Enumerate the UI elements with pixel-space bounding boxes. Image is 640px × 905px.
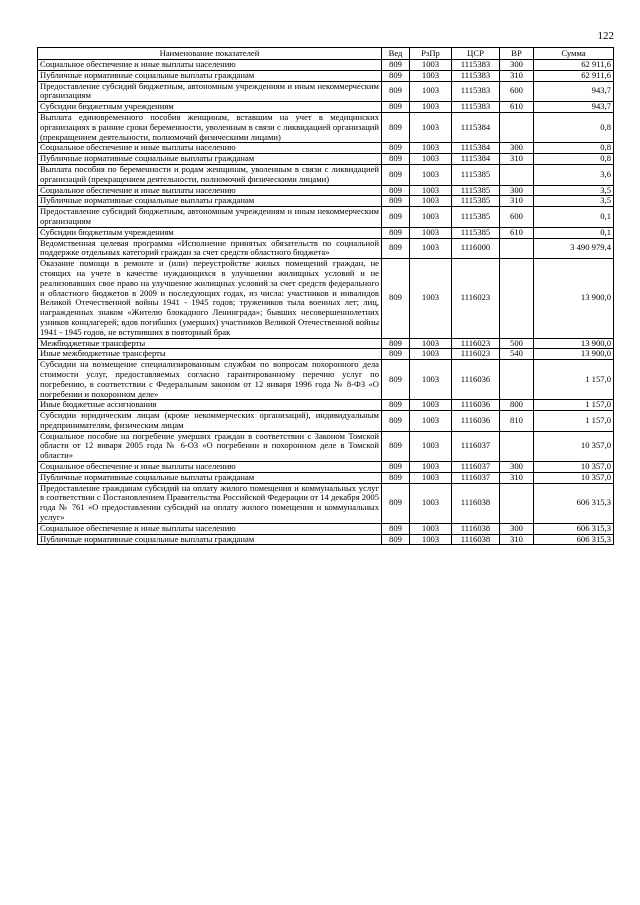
table-row xyxy=(38,102,614,113)
cell-name: Публичные нормативные социальные выплаты гражданам xyxy=(38,70,382,81)
cell-vr: 540 xyxy=(500,349,534,360)
cell-name: Публичные нормативные социальные выплаты гражданам xyxy=(38,472,382,483)
cell-rzpr: 1003 xyxy=(410,154,452,165)
cell-name: Ведомственная целевая программа «Исполнение принятых обязательств по социальной поддержке отдельных категорий граждан за счет средств областного бюджета» xyxy=(38,238,382,259)
cell-sum: 943,7 xyxy=(534,81,614,102)
cell-rzpr: 1003 xyxy=(410,483,452,523)
cell-csr: 1116037 xyxy=(452,462,500,473)
cell-ved: 809 xyxy=(382,400,410,411)
cell-rzpr: 1003 xyxy=(410,207,452,228)
table-row xyxy=(38,400,614,411)
cell-vr: 300 xyxy=(500,462,534,473)
table-row xyxy=(38,338,614,349)
cell-rzpr: 1003 xyxy=(410,70,452,81)
cell-ved: 809 xyxy=(382,523,410,534)
cell-vr xyxy=(500,238,534,259)
cell-csr: 1116023 xyxy=(452,338,500,349)
cell-rzpr: 1003 xyxy=(410,185,452,196)
cell-ved: 809 xyxy=(382,227,410,238)
cell-sum: 62 911,6 xyxy=(534,70,614,81)
cell-csr: 1115383 xyxy=(452,81,500,102)
cell-name: Социальное обеспечение и иные выплаты населению xyxy=(38,462,382,473)
cell-csr: 1116023 xyxy=(452,259,500,338)
cell-sum: 0,1 xyxy=(534,207,614,228)
cell-ved: 809 xyxy=(382,259,410,338)
cell-sum: 0,8 xyxy=(534,143,614,154)
cell-ved: 809 xyxy=(382,338,410,349)
cell-rzpr: 1003 xyxy=(410,534,452,545)
cell-ved: 809 xyxy=(382,207,410,228)
header-ved: Вед xyxy=(382,48,410,60)
cell-csr: 1116038 xyxy=(452,523,500,534)
cell-csr: 1115383 xyxy=(452,70,500,81)
cell-name: Субсидии бюджетным учреждениям xyxy=(38,227,382,238)
cell-vr xyxy=(500,483,534,523)
cell-name: Предоставление субсидий бюджетным, автономным учреждениям и иным некоммерческим организациям xyxy=(38,207,382,228)
table-row xyxy=(38,523,614,534)
cell-name: Публичные нормативные социальные выплаты гражданам xyxy=(38,154,382,165)
cell-sum: 1 157,0 xyxy=(534,411,614,432)
cell-sum: 1 157,0 xyxy=(534,360,614,400)
cell-rzpr: 1003 xyxy=(410,431,452,461)
cell-name: Публичные нормативные социальные выплаты гражданам xyxy=(38,196,382,207)
table-row xyxy=(38,462,614,473)
cell-sum: 13 900,0 xyxy=(534,259,614,338)
header-name: Наименование показателей xyxy=(38,48,382,60)
cell-sum: 943,7 xyxy=(534,102,614,113)
cell-name: Социальное пособие на погребение умерших граждан в соответствии с Законом Томской области от 12 января 2005 года № 6-ОЗ «О погребении и похоронном деле в Томской области» xyxy=(38,431,382,461)
cell-ved: 809 xyxy=(382,185,410,196)
cell-csr: 1116037 xyxy=(452,472,500,483)
cell-sum: 13 900,0 xyxy=(534,338,614,349)
cell-ved: 809 xyxy=(382,411,410,432)
table-row xyxy=(38,185,614,196)
cell-name: Иные бюджетные ассигнования xyxy=(38,400,382,411)
table-row xyxy=(38,227,614,238)
cell-ved: 809 xyxy=(382,60,410,71)
cell-rzpr: 1003 xyxy=(410,81,452,102)
cell-csr: 1116000 xyxy=(452,238,500,259)
cell-vr xyxy=(500,112,534,142)
table-row xyxy=(38,431,614,461)
cell-csr: 1115385 xyxy=(452,185,500,196)
cell-vr xyxy=(500,431,534,461)
cell-rzpr: 1003 xyxy=(410,523,452,534)
cell-name: Социальное обеспечение и иные выплаты населению xyxy=(38,185,382,196)
cell-rzpr: 1003 xyxy=(410,400,452,411)
cell-vr: 600 xyxy=(500,207,534,228)
cell-name: Субсидии бюджетным учреждениям xyxy=(38,102,382,113)
cell-rzpr: 1003 xyxy=(410,411,452,432)
table-row xyxy=(38,164,614,185)
cell-name: Выплата пособия по беременности и родам женщинам, уволенным в связи с ликвидацией организаций (прекращением деятельности, полномочий физическими лицами) xyxy=(38,164,382,185)
cell-name: Предоставление гражданам субсидий на оплату жилого помещения и коммунальных услуг в соответствии с Постановлением Правительства Российской Федерации от 14 декабря 2005 года № 761 «О предоставлении субсидий на оплату жилого помещения и коммунальных услуг» xyxy=(38,483,382,523)
table-row xyxy=(38,143,614,154)
cell-csr: 1115385 xyxy=(452,227,500,238)
cell-sum: 3 490 979,4 xyxy=(534,238,614,259)
table-row xyxy=(38,349,614,360)
cell-sum: 3,6 xyxy=(534,164,614,185)
cell-vr: 310 xyxy=(500,196,534,207)
table-row xyxy=(38,81,614,102)
cell-name: Социальное обеспечение и иные выплаты населению xyxy=(38,143,382,154)
cell-vr: 610 xyxy=(500,227,534,238)
cell-sum: 3,5 xyxy=(534,196,614,207)
header-rzpr: РзПр xyxy=(410,48,452,60)
cell-sum: 62 911,6 xyxy=(534,60,614,71)
cell-csr: 1115385 xyxy=(452,196,500,207)
header-csr: ЦСР xyxy=(452,48,500,60)
cell-name: Субсидии юридическим лицам (кроме некоммерческих организаций), индивидуальным предпринимателям, физическим лицам xyxy=(38,411,382,432)
cell-rzpr: 1003 xyxy=(410,338,452,349)
cell-ved: 809 xyxy=(382,483,410,523)
cell-ved: 809 xyxy=(382,102,410,113)
cell-ved: 809 xyxy=(382,431,410,461)
cell-rzpr: 1003 xyxy=(410,227,452,238)
cell-ved: 809 xyxy=(382,164,410,185)
table-row xyxy=(38,472,614,483)
table-row xyxy=(38,112,614,142)
cell-vr: 310 xyxy=(500,154,534,165)
cell-ved: 809 xyxy=(382,70,410,81)
cell-sum: 0,8 xyxy=(534,112,614,142)
cell-ved: 809 xyxy=(382,196,410,207)
cell-sum: 13 900,0 xyxy=(534,349,614,360)
table-row xyxy=(38,154,614,165)
cell-vr: 810 xyxy=(500,411,534,432)
table-row xyxy=(38,60,614,71)
cell-csr: 1116036 xyxy=(452,400,500,411)
cell-rzpr: 1003 xyxy=(410,349,452,360)
cell-rzpr: 1003 xyxy=(410,143,452,154)
cell-ved: 809 xyxy=(382,472,410,483)
cell-rzpr: 1003 xyxy=(410,164,452,185)
cell-vr: 300 xyxy=(500,185,534,196)
cell-rzpr: 1003 xyxy=(410,102,452,113)
cell-vr: 300 xyxy=(500,143,534,154)
cell-ved: 809 xyxy=(382,154,410,165)
table-row xyxy=(38,259,614,338)
cell-ved: 809 xyxy=(382,349,410,360)
cell-sum: 10 357,0 xyxy=(534,462,614,473)
table-row xyxy=(38,207,614,228)
cell-csr: 1115383 xyxy=(452,102,500,113)
cell-sum: 10 357,0 xyxy=(534,431,614,461)
cell-name: Оказание помощи в ремонте и (или) переустройстве жилых помещений граждан, не стоящих на учете в качестве нуждающихся в улучшении жилищных условий и не реализовавших свое право на улучшение жилищных условий за счет средств федерального и областного бюджетов в 2009 и последующих годах, из числа: участников и инвалидов Великой Отечественной войны 1941 - 1945 годов; тружеников тыла военных лет; лиц, награжденных знаком «Жителю блокадного Ленинграда»; бывших несовершеннолетних узников концлагерей; вдов погибших (умерших) участников Великой Отечественной войны 1941 - 1945 годов, не вступивших в повторный брак xyxy=(38,259,382,338)
table-row xyxy=(38,238,614,259)
cell-rzpr: 1003 xyxy=(410,112,452,142)
cell-vr: 800 xyxy=(500,400,534,411)
header-sum: Сумма xyxy=(534,48,614,60)
cell-vr: 300 xyxy=(500,523,534,534)
table-row xyxy=(38,483,614,523)
cell-name: Субсидии на возмещение специализированным службам по вопросам похоронного дела стоимости услуг, предоставляемых согласно гарантированному перечню услуг по погребению, в соответствии с Федеральным законом от 12 января 1996 года № 8-ФЗ «О погребении и похоронном деле» xyxy=(38,360,382,400)
page-number: 122 xyxy=(597,30,614,42)
cell-ved: 809 xyxy=(382,462,410,473)
cell-vr: 310 xyxy=(500,472,534,483)
cell-vr: 500 xyxy=(500,338,534,349)
table-row xyxy=(38,534,614,545)
cell-rzpr: 1003 xyxy=(410,360,452,400)
cell-ved: 809 xyxy=(382,81,410,102)
cell-rzpr: 1003 xyxy=(410,462,452,473)
cell-ved: 809 xyxy=(382,360,410,400)
cell-name: Публичные нормативные социальные выплаты гражданам xyxy=(38,534,382,545)
cell-vr: 600 xyxy=(500,81,534,102)
cell-sum: 606 315,3 xyxy=(534,483,614,523)
cell-name: Выплата единовременного пособия женщинам, вставшим на учет в медицинских организациях в ранние сроки беременности, уволенным в связи с ликвидацией организаций (прекращением деятельности, полномочий физическими лицами) xyxy=(38,112,382,142)
cell-csr: 1116023 xyxy=(452,349,500,360)
cell-csr: 1115385 xyxy=(452,207,500,228)
cell-ved: 809 xyxy=(382,238,410,259)
cell-csr: 1115384 xyxy=(452,112,500,142)
table-body xyxy=(38,60,614,545)
cell-csr: 1115383 xyxy=(452,60,500,71)
cell-sum: 10 357,0 xyxy=(534,472,614,483)
cell-sum: 0,1 xyxy=(534,227,614,238)
budget-table xyxy=(37,47,614,545)
table-row xyxy=(38,70,614,81)
table-row xyxy=(38,360,614,400)
cell-sum: 606 315,3 xyxy=(534,523,614,534)
cell-vr xyxy=(500,360,534,400)
cell-csr: 1116038 xyxy=(452,534,500,545)
cell-ved: 809 xyxy=(382,112,410,142)
cell-csr: 1116037 xyxy=(452,431,500,461)
cell-ved: 809 xyxy=(382,143,410,154)
cell-name: Предоставление субсидий бюджетным, автономным учреждениям и иным некоммерческим организациям xyxy=(38,81,382,102)
cell-vr xyxy=(500,259,534,338)
table-row xyxy=(38,196,614,207)
table-row xyxy=(38,411,614,432)
cell-ved: 809 xyxy=(382,534,410,545)
cell-rzpr: 1003 xyxy=(410,472,452,483)
cell-csr: 1115384 xyxy=(452,154,500,165)
cell-sum: 3,5 xyxy=(534,185,614,196)
cell-vr: 310 xyxy=(500,70,534,81)
cell-csr: 1116036 xyxy=(452,360,500,400)
cell-sum: 1 157,0 xyxy=(534,400,614,411)
cell-sum: 606 315,3 xyxy=(534,534,614,545)
cell-name: Межбюджетные трансферты xyxy=(38,338,382,349)
cell-rzpr: 1003 xyxy=(410,238,452,259)
cell-name: Социальное обеспечение и иные выплаты населению xyxy=(38,523,382,534)
cell-name: Социальное обеспечение и иные выплаты населению xyxy=(38,60,382,71)
cell-vr xyxy=(500,164,534,185)
cell-csr: 1115384 xyxy=(452,143,500,154)
cell-vr: 310 xyxy=(500,534,534,545)
table-header-row xyxy=(38,48,614,60)
header-vr: ВР xyxy=(500,48,534,60)
cell-vr: 610 xyxy=(500,102,534,113)
cell-sum: 0,8 xyxy=(534,154,614,165)
cell-rzpr: 1003 xyxy=(410,196,452,207)
cell-rzpr: 1003 xyxy=(410,259,452,338)
cell-csr: 1116038 xyxy=(452,483,500,523)
cell-csr: 1116036 xyxy=(452,411,500,432)
cell-rzpr: 1003 xyxy=(410,60,452,71)
cell-name: Иные межбюджетные трансферты xyxy=(38,349,382,360)
cell-csr: 1115385 xyxy=(452,164,500,185)
cell-vr: 300 xyxy=(500,60,534,71)
